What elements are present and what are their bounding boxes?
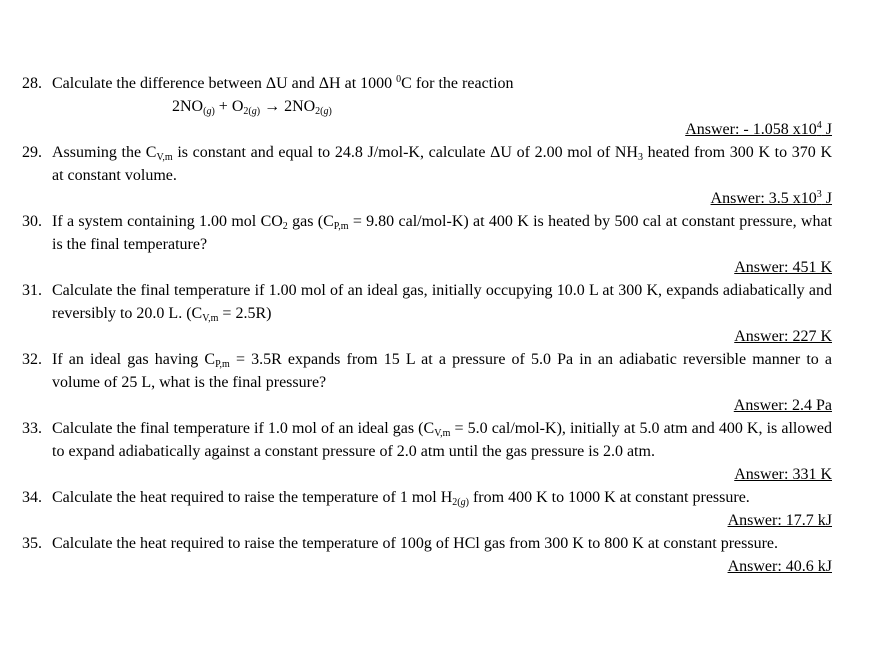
problem-number: 29. [22,144,42,161]
answer-text: Answer: 227 K [734,328,832,345]
problem-32 [22,348,832,417]
answer-text: Answer: 331 K [734,466,832,483]
problem-number: 34. [22,489,42,506]
problem-29 [22,141,832,210]
problem-number: 30. [22,213,42,230]
answer-text: Answer: 40.6 kJ [727,558,832,575]
answer-line [22,187,832,210]
problem-number: 28. [22,75,42,92]
problem-text: 29. Assuming the $C_{V,m}$ is constant and equal to 24.8 J/mol-K, calculate ΔU of 2.00 mol of $NH_3$ heated from 300 K to 370 K at constant volume. [22,141,832,187]
problem-sheet [22,72,832,578]
answer-line [22,463,832,486]
answer-text: Answer: 3.5 $x10^3$ J [710,189,832,207]
problem-number: 32. [22,351,42,368]
answer-line [22,509,832,532]
problem-text: 32. If an ideal gas having $C_{P,m} = 3.5R$ expands from 15 L at a pressure of 5.0 Pa in an adiabatic reversible manner to a volume of 25 L, what is the final pressure? [22,348,832,394]
problem-number: 31. [22,282,42,299]
problem-text: 34. Calculate the heat required to raise the temperature of 1 mol $H_{2(g)}$ from 400 K to 1000 K at constant pressure. [22,486,832,509]
problem-33 [22,417,832,486]
answer-text: Answer: 17.7 kJ [727,512,832,529]
problem-number: 33. [22,420,42,437]
problem-34 [22,486,832,532]
problem-text: 31. Calculate the final temperature if 1.00 mol of an ideal gas, initially occupying 10.0 L at 300 K, expands adiabatically and reversibly to 20.0 L. $(C_{V,m} = 2.5R)$ [22,279,832,325]
answer-text: Answer: - 1.058 $x10^4$ J [685,120,832,138]
answer-line [22,256,832,279]
problem-text: 30. If a system containing 1.00 mol $CO_2$ gas ($C_{P,m} = 9.80$ cal/mol-K) at 400 K is heated by 500 cal at constant pressure, what is the final temperature? [22,210,832,256]
problem-28 [22,72,832,141]
answer-line [22,555,832,578]
problem-number: 35. [22,535,42,552]
answer-text: Answer: 2.4 Pa [733,397,832,414]
problem-31 [22,279,832,348]
answer-line [22,325,832,348]
problem-35 [22,532,832,578]
problem-text: 33. Calculate the final temperature if 1.0 mol of an ideal gas ($C_{V,m} = 5.0$ cal/mol-K), initially at 5.0 atm and 400 K, is allowed to expand adiabatically against a constant pressure of 2.0 atm until the gas pressure is 2.0 atm. [22,417,832,463]
problem-text: 28. Calculate the difference between ΔU and ΔH at 1000 $^0$C for the reaction [22,72,832,95]
answer-line [22,394,832,417]
answer-text: Answer: 451 K [734,259,832,276]
answer-line [22,118,832,141]
reaction-equation: $2NO_{(g)} + O_{2(g)} \to 2NO_{2(g)}$ [172,98,332,117]
problem-30 [22,210,832,279]
problem-text: 35. Calculate the heat required to raise the temperature of 100g of HCl gas from 300 K to 800 K at constant pressure. [22,532,832,555]
